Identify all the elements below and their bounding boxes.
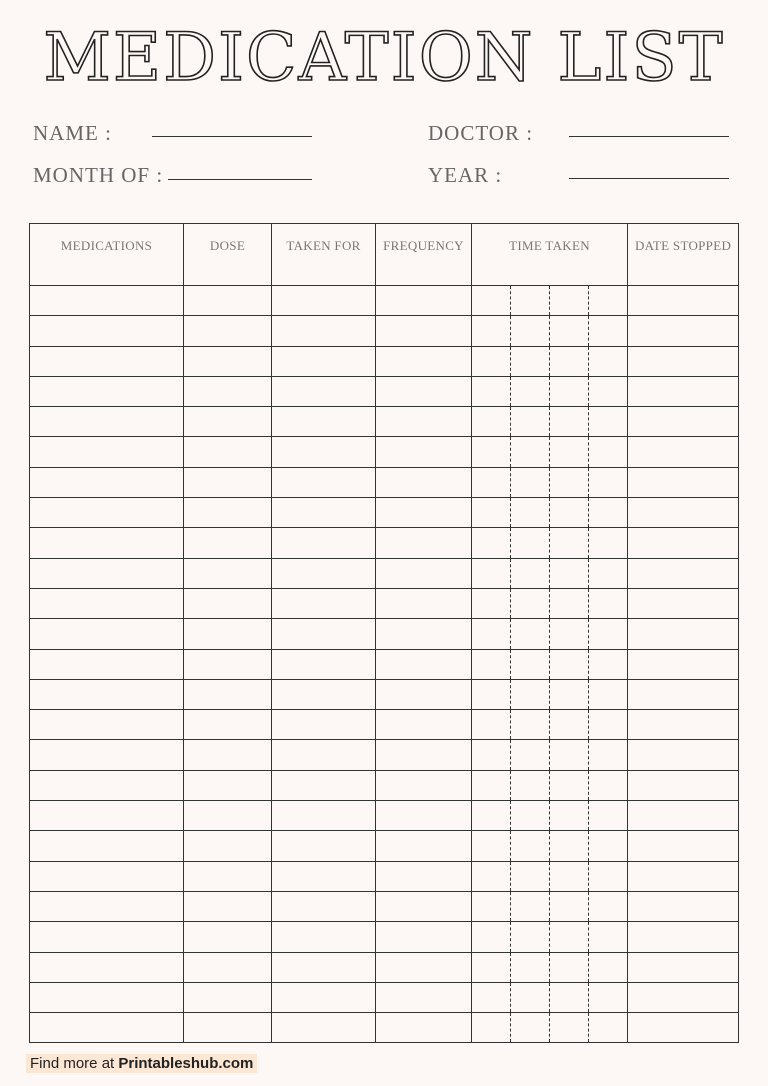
dose-cell[interactable]	[184, 286, 272, 316]
date-stopped-cell[interactable]	[628, 619, 739, 649]
dose-cell[interactable]	[184, 588, 272, 618]
table-row	[30, 286, 739, 316]
dose-cell[interactable]	[184, 376, 272, 406]
date-stopped-cell[interactable]	[628, 1013, 739, 1043]
time-taken-cell[interactable]	[472, 952, 511, 982]
time-taken-cell[interactable]	[472, 316, 511, 346]
taken-for-cell[interactable]	[272, 437, 376, 467]
table-row	[30, 922, 739, 952]
medication-cell[interactable]	[30, 679, 184, 709]
frequency-cell[interactable]	[376, 801, 472, 831]
table-row	[30, 1013, 739, 1043]
table-row	[30, 498, 739, 528]
dose-cell[interactable]	[184, 922, 272, 952]
medication-cell[interactable]	[30, 891, 184, 921]
time-taken-cell[interactable]	[550, 437, 589, 467]
medication-table	[29, 223, 739, 1043]
date-stopped-cell[interactable]	[628, 982, 739, 1012]
taken-for-cell[interactable]	[272, 861, 376, 891]
time-taken-cell[interactable]	[550, 952, 589, 982]
time-taken-cell[interactable]	[472, 407, 511, 437]
time-taken-cell[interactable]	[511, 801, 550, 831]
time-taken-cell[interactable]	[550, 376, 589, 406]
time-taken-cell[interactable]	[589, 679, 628, 709]
time-taken-cell[interactable]	[472, 498, 511, 528]
time-taken-cell[interactable]	[472, 770, 511, 800]
dose-cell[interactable]	[184, 1013, 272, 1043]
frequency-cell[interactable]	[376, 498, 472, 528]
time-taken-cell[interactable]	[550, 740, 589, 770]
time-taken-cell[interactable]	[550, 498, 589, 528]
time-taken-cell[interactable]	[472, 679, 511, 709]
medication-cell[interactable]	[30, 498, 184, 528]
time-taken-cell[interactable]	[511, 619, 550, 649]
table-row	[30, 467, 739, 497]
date-stopped-cell[interactable]	[628, 801, 739, 831]
column-header: MEDICATIONS	[30, 224, 184, 286]
time-taken-cell[interactable]	[511, 528, 550, 558]
frequency-cell[interactable]	[376, 376, 472, 406]
date-stopped-cell[interactable]	[628, 679, 739, 709]
medication-cell[interactable]	[30, 346, 184, 376]
time-taken-cell[interactable]	[589, 376, 628, 406]
time-taken-cell[interactable]	[550, 286, 589, 316]
time-taken-cell[interactable]	[550, 346, 589, 376]
table-row	[30, 801, 739, 831]
table-row	[30, 649, 739, 679]
date-stopped-cell[interactable]	[628, 316, 739, 346]
time-taken-cell[interactable]	[589, 528, 628, 558]
time-taken-cell[interactable]	[589, 710, 628, 740]
time-taken-cell[interactable]	[472, 376, 511, 406]
dose-cell[interactable]	[184, 679, 272, 709]
frequency-cell[interactable]	[376, 710, 472, 740]
time-taken-cell[interactable]	[511, 376, 550, 406]
dose-cell[interactable]	[184, 982, 272, 1012]
time-taken-cell[interactable]	[589, 1013, 628, 1043]
time-taken-cell[interactable]	[511, 831, 550, 861]
date-stopped-cell[interactable]	[628, 558, 739, 588]
table-header-row	[30, 224, 739, 286]
table-row	[30, 437, 739, 467]
time-taken-cell[interactable]	[472, 467, 511, 497]
taken-for-cell[interactable]	[272, 316, 376, 346]
time-taken-cell[interactable]	[511, 1013, 550, 1043]
table-row	[30, 982, 739, 1012]
date-stopped-cell[interactable]	[628, 861, 739, 891]
frequency-cell[interactable]	[376, 528, 472, 558]
dose-cell[interactable]	[184, 528, 272, 558]
taken-for-cell[interactable]	[272, 649, 376, 679]
time-taken-cell[interactable]	[511, 649, 550, 679]
table-row	[30, 407, 739, 437]
table-row	[30, 316, 739, 346]
taken-for-cell[interactable]	[272, 770, 376, 800]
time-taken-cell[interactable]	[550, 982, 589, 1012]
frequency-cell[interactable]	[376, 588, 472, 618]
time-taken-cell[interactable]	[511, 316, 550, 346]
time-taken-cell[interactable]	[511, 407, 550, 437]
time-taken-cell[interactable]	[589, 437, 628, 467]
dose-cell[interactable]	[184, 952, 272, 982]
time-taken-cell[interactable]	[511, 740, 550, 770]
medication-cell[interactable]	[30, 801, 184, 831]
time-taken-cell[interactable]	[550, 801, 589, 831]
date-stopped-cell[interactable]	[628, 286, 739, 316]
dose-cell[interactable]	[184, 467, 272, 497]
month-line[interactable]	[168, 179, 312, 180]
time-taken-cell[interactable]	[550, 1013, 589, 1043]
time-taken-cell[interactable]	[511, 770, 550, 800]
time-taken-cell[interactable]	[511, 952, 550, 982]
frequency-cell[interactable]	[376, 891, 472, 921]
name-line[interactable]	[152, 136, 312, 137]
taken-for-cell[interactable]	[272, 407, 376, 437]
medication-cell[interactable]	[30, 982, 184, 1012]
table-row	[30, 346, 739, 376]
table-row	[30, 558, 739, 588]
time-taken-cell[interactable]	[550, 467, 589, 497]
time-taken-cell[interactable]	[511, 467, 550, 497]
doctor-label: DOCTOR :	[428, 121, 534, 145]
frequency-cell[interactable]	[376, 467, 472, 497]
date-stopped-cell[interactable]	[628, 346, 739, 376]
column-header: DOSE	[184, 224, 272, 286]
time-taken-cell[interactable]	[511, 558, 550, 588]
medication-cell[interactable]	[30, 286, 184, 316]
date-stopped-cell[interactable]	[628, 588, 739, 618]
time-taken-cell[interactable]	[589, 346, 628, 376]
table-row	[30, 952, 739, 982]
medication-cell[interactable]	[30, 588, 184, 618]
time-taken-cell[interactable]	[550, 407, 589, 437]
time-taken-cell[interactable]	[589, 407, 628, 437]
table-row	[30, 740, 739, 770]
dose-cell[interactable]	[184, 498, 272, 528]
time-taken-cell[interactable]	[589, 982, 628, 1012]
time-taken-cell[interactable]	[550, 316, 589, 346]
medication-cell[interactable]	[30, 407, 184, 437]
time-taken-cell[interactable]	[550, 558, 589, 588]
table-row	[30, 861, 739, 891]
taken-for-cell[interactable]	[272, 922, 376, 952]
medication-cell[interactable]	[30, 861, 184, 891]
dose-cell[interactable]	[184, 801, 272, 831]
frequency-cell[interactable]	[376, 316, 472, 346]
table-row	[30, 831, 739, 861]
name-label: NAME :	[33, 121, 112, 145]
time-taken-cell[interactable]	[550, 710, 589, 740]
medication-cell[interactable]	[30, 1013, 184, 1043]
medication-cell[interactable]	[30, 831, 184, 861]
time-taken-cell[interactable]	[589, 498, 628, 528]
medication-cell[interactable]	[30, 770, 184, 800]
dose-cell[interactable]	[184, 891, 272, 921]
time-taken-cell[interactable]	[589, 286, 628, 316]
medication-cell[interactable]	[30, 649, 184, 679]
medication-cell[interactable]	[30, 952, 184, 982]
date-stopped-cell[interactable]	[628, 831, 739, 861]
time-taken-cell[interactable]	[589, 649, 628, 679]
taken-for-cell[interactable]	[272, 498, 376, 528]
time-taken-cell[interactable]	[589, 619, 628, 649]
date-stopped-cell[interactable]	[628, 710, 739, 740]
time-taken-cell[interactable]	[589, 588, 628, 618]
medication-cell[interactable]	[30, 922, 184, 952]
date-stopped-cell[interactable]	[628, 891, 739, 921]
table-row	[30, 588, 739, 618]
page-title: MEDICATION LIST	[43, 19, 725, 96]
time-taken-cell[interactable]	[589, 861, 628, 891]
taken-for-cell[interactable]	[272, 346, 376, 376]
time-taken-cell[interactable]	[472, 619, 511, 649]
dose-cell[interactable]	[184, 831, 272, 861]
time-taken-cell[interactable]	[550, 619, 589, 649]
taken-for-cell[interactable]	[272, 831, 376, 861]
dose-cell[interactable]	[184, 710, 272, 740]
time-taken-cell[interactable]	[511, 286, 550, 316]
time-taken-cell[interactable]	[511, 588, 550, 618]
time-taken-cell[interactable]	[550, 588, 589, 618]
medication-cell[interactable]	[30, 619, 184, 649]
time-taken-cell[interactable]	[589, 467, 628, 497]
time-taken-cell[interactable]	[511, 982, 550, 1012]
taken-for-cell[interactable]	[272, 467, 376, 497]
column-header: DATE STOPPED	[628, 224, 739, 286]
medication-cell[interactable]	[30, 467, 184, 497]
time-taken-cell[interactable]	[472, 528, 511, 558]
table-row	[30, 528, 739, 558]
time-taken-cell[interactable]	[550, 679, 589, 709]
time-taken-cell[interactable]	[472, 1013, 511, 1043]
taken-for-cell[interactable]	[272, 679, 376, 709]
dose-cell[interactable]	[184, 316, 272, 346]
medication-cell[interactable]	[30, 710, 184, 740]
taken-for-cell[interactable]	[272, 982, 376, 1012]
taken-for-cell[interactable]	[272, 891, 376, 921]
year-line[interactable]	[569, 178, 729, 179]
footer-credit	[26, 1054, 257, 1073]
time-taken-cell[interactable]	[472, 740, 511, 770]
dose-cell[interactable]	[184, 437, 272, 467]
footer-prefix: Find more at	[30, 1055, 119, 1072]
frequency-cell[interactable]	[376, 679, 472, 709]
column-header: TIME TAKEN	[472, 224, 628, 286]
taken-for-cell[interactable]	[272, 376, 376, 406]
time-taken-cell[interactable]	[589, 770, 628, 800]
table-row	[30, 376, 739, 406]
time-taken-cell[interactable]	[472, 588, 511, 618]
taken-for-cell[interactable]	[272, 619, 376, 649]
frequency-cell[interactable]	[376, 831, 472, 861]
date-stopped-cell[interactable]	[628, 740, 739, 770]
time-taken-cell[interactable]	[589, 831, 628, 861]
frequency-cell[interactable]	[376, 558, 472, 588]
dose-cell[interactable]	[184, 619, 272, 649]
frequency-cell[interactable]	[376, 922, 472, 952]
time-taken-cell[interactable]	[589, 740, 628, 770]
time-taken-cell[interactable]	[472, 437, 511, 467]
frequency-cell[interactable]	[376, 952, 472, 982]
taken-for-cell[interactable]	[272, 588, 376, 618]
taken-for-cell[interactable]	[272, 801, 376, 831]
frequency-cell[interactable]	[376, 286, 472, 316]
time-taken-cell[interactable]	[472, 922, 511, 952]
taken-for-cell[interactable]	[272, 558, 376, 588]
frequency-cell[interactable]	[376, 770, 472, 800]
taken-for-cell[interactable]	[272, 740, 376, 770]
time-taken-cell[interactable]	[589, 952, 628, 982]
taken-for-cell[interactable]	[272, 286, 376, 316]
medication-cell[interactable]	[30, 376, 184, 406]
time-taken-cell[interactable]	[589, 316, 628, 346]
time-taken-cell[interactable]	[550, 831, 589, 861]
date-stopped-cell[interactable]	[628, 376, 739, 406]
table-row	[30, 710, 739, 740]
frequency-cell[interactable]	[376, 740, 472, 770]
time-taken-cell[interactable]	[472, 710, 511, 740]
time-taken-cell[interactable]	[511, 861, 550, 891]
doctor-line[interactable]	[569, 136, 729, 137]
taken-for-cell[interactable]	[272, 952, 376, 982]
time-taken-cell[interactable]	[589, 801, 628, 831]
dose-cell[interactable]	[184, 770, 272, 800]
time-taken-cell[interactable]	[472, 861, 511, 891]
time-taken-cell[interactable]	[550, 649, 589, 679]
date-stopped-cell[interactable]	[628, 498, 739, 528]
medication-cell[interactable]	[30, 740, 184, 770]
time-taken-cell[interactable]	[550, 770, 589, 800]
date-stopped-cell[interactable]	[628, 407, 739, 437]
frequency-cell[interactable]	[376, 649, 472, 679]
frequency-cell[interactable]	[376, 346, 472, 376]
time-taken-cell[interactable]	[472, 982, 511, 1012]
time-taken-cell[interactable]	[589, 558, 628, 588]
time-taken-cell[interactable]	[550, 922, 589, 952]
time-taken-cell[interactable]	[589, 891, 628, 921]
time-taken-cell[interactable]	[550, 861, 589, 891]
taken-for-cell[interactable]	[272, 710, 376, 740]
medication-cell[interactable]	[30, 528, 184, 558]
date-stopped-cell[interactable]	[628, 649, 739, 679]
time-taken-cell[interactable]	[511, 679, 550, 709]
time-taken-cell[interactable]	[472, 801, 511, 831]
frequency-cell[interactable]	[376, 619, 472, 649]
date-stopped-cell[interactable]	[628, 528, 739, 558]
date-stopped-cell[interactable]	[628, 437, 739, 467]
column-header: TAKEN FOR	[272, 224, 376, 286]
footer-brand-link[interactable]: Printableshub.com	[118, 1055, 254, 1072]
date-stopped-cell[interactable]	[628, 952, 739, 982]
medication-cell[interactable]	[30, 437, 184, 467]
table-row	[30, 679, 739, 709]
taken-for-cell[interactable]	[272, 1013, 376, 1043]
frequency-cell[interactable]	[376, 1013, 472, 1043]
dose-cell[interactable]	[184, 346, 272, 376]
medication-cell[interactable]	[30, 558, 184, 588]
column-header: FREQUENCY	[376, 224, 472, 286]
time-taken-cell[interactable]	[550, 891, 589, 921]
time-taken-cell[interactable]	[472, 558, 511, 588]
time-taken-cell[interactable]	[472, 831, 511, 861]
time-taken-cell[interactable]	[511, 346, 550, 376]
date-stopped-cell[interactable]	[628, 467, 739, 497]
dose-cell[interactable]	[184, 407, 272, 437]
time-taken-cell[interactable]	[472, 346, 511, 376]
time-taken-cell[interactable]	[511, 437, 550, 467]
date-stopped-cell[interactable]	[628, 770, 739, 800]
time-taken-cell[interactable]	[472, 649, 511, 679]
dose-cell[interactable]	[184, 861, 272, 891]
time-taken-cell[interactable]	[511, 922, 550, 952]
time-taken-cell[interactable]	[472, 891, 511, 921]
date-stopped-cell[interactable]	[628, 922, 739, 952]
month-label: MONTH OF :	[33, 163, 164, 187]
frequency-cell[interactable]	[376, 437, 472, 467]
table-row	[30, 619, 739, 649]
time-taken-cell[interactable]	[511, 891, 550, 921]
medication-cell[interactable]	[30, 316, 184, 346]
table-row	[30, 891, 739, 921]
taken-for-cell[interactable]	[272, 528, 376, 558]
time-taken-cell[interactable]	[472, 286, 511, 316]
time-taken-cell[interactable]	[511, 710, 550, 740]
table-body	[30, 286, 739, 1043]
time-taken-cell[interactable]	[511, 498, 550, 528]
dose-cell[interactable]	[184, 740, 272, 770]
time-taken-cell[interactable]	[550, 528, 589, 558]
frequency-cell[interactable]	[376, 982, 472, 1012]
frequency-cell[interactable]	[376, 407, 472, 437]
frequency-cell[interactable]	[376, 861, 472, 891]
year-label: YEAR :	[428, 163, 503, 187]
dose-cell[interactable]	[184, 558, 272, 588]
table-row	[30, 770, 739, 800]
dose-cell[interactable]	[184, 649, 272, 679]
time-taken-cell[interactable]	[589, 922, 628, 952]
